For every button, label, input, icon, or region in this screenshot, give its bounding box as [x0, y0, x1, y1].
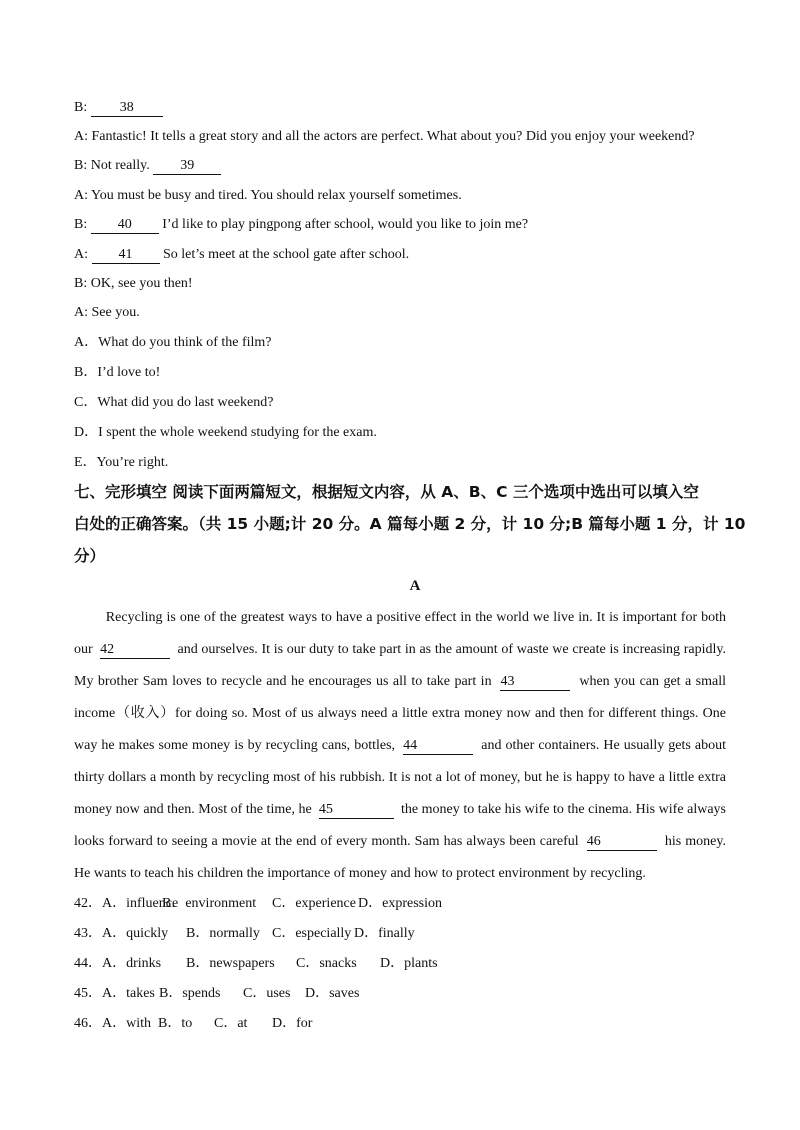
answer-blank: 38 [91, 100, 163, 117]
passage-line: thirty dollars a month by recycling most of his rubbish. It is not a lot of money, but he is happy to have a little extra [74, 770, 726, 785]
question-option: B．spends [159, 986, 221, 1001]
passage-line: looks forward to seeing a movie at the end of every month. Sam has always been careful 46 his money. [74, 834, 726, 849]
question-row [74, 895, 442, 913]
option-item: D．I spent the whole weekend studying for the exam. [74, 425, 377, 440]
answer-blank: 45 [319, 802, 394, 819]
passage-line: our 42 and ourselves. It is our duty to take part in as the amount of waste we create is increasing rapidly. [74, 642, 726, 657]
question-option: D．expression [358, 896, 442, 911]
answer-blank: 46 [587, 834, 657, 851]
dialogue-line: A: You must be busy and tired. You should relax yourself sometimes. [74, 188, 462, 203]
answer-blank: 41 [92, 247, 160, 264]
dialogue-line: A: 41 So let’s meet at the school gate after school. [74, 247, 410, 262]
dialogue-line: B: 38 [74, 99, 163, 117]
question-option: D．plants [380, 956, 438, 971]
option-item: A．What do you think of the film? [74, 335, 272, 350]
question-option: B．normally [186, 926, 260, 941]
question-option: A．takes [102, 986, 155, 1001]
question-option: C．experience [272, 896, 356, 911]
question-row [74, 925, 415, 943]
dialogue-line: A: See you. [74, 305, 140, 320]
question-option: D．saves [305, 986, 360, 1001]
option-item: E．You’re right. [74, 455, 169, 470]
question-option: C．snacks [296, 956, 357, 971]
question-option: A．quickly [102, 926, 169, 941]
question-number: 44． [74, 956, 102, 971]
passage-line: My brother Sam loves to recycle and he encourages us all to take part in 43 when you can get a small [74, 674, 726, 689]
question-option: C．at [214, 1016, 248, 1031]
dialogue-line: B: 40 I’d like to play pingpong after school, would you like to join me? [74, 217, 529, 232]
question-number: 42． [74, 896, 102, 911]
passage-line: Recycling is one of the greatest ways to have a positive effect in the world we live in. It is important for both [74, 610, 726, 625]
question-option: C．uses [243, 986, 291, 1001]
passage-line: way he makes some money is by recycling cans, bottles, 44 and other containers. He usually gets about [74, 738, 726, 753]
dialogue-line: B: OK, see you then! [74, 276, 193, 291]
answer-blank: 44 [403, 738, 473, 755]
answer-blank: 39 [153, 158, 221, 175]
question-option: D．for [272, 1016, 313, 1031]
question-number: 46． [74, 1016, 102, 1031]
section-heading: 七、完形填空 阅读下面两篇短文，根据短文内容，从 A、B、C 三个选项中选出可以填入空 [74, 483, 699, 501]
question-row [74, 955, 438, 973]
passage-title: A [409, 578, 421, 594]
question-option: B．newspapers [186, 956, 275, 971]
question-number: 43． [74, 926, 102, 941]
question-option: B．environment [162, 896, 257, 911]
question-option: B．to [158, 1016, 193, 1031]
passage-line: He wants to teach his children the importance of money and how to protect environment by recycling. [74, 866, 646, 881]
option-item: C．What did you do last weekend? [74, 395, 274, 410]
dialogue-line: A: Fantastic! It tells a great story and all the actors are perfect. What about you? Did you enjoy your weekend? [74, 129, 695, 144]
option-item: B．I’d love to! [74, 365, 161, 380]
answer-blank: 40 [91, 217, 159, 234]
answer-blank: 43 [500, 674, 570, 691]
question-row [74, 985, 359, 1003]
question-option: A．with [102, 1016, 151, 1031]
section-heading: 白处的正确答案。（共 15 小题;计 20 分。A 篇每小题 2 分，计 10 分;B 篇每小题 1 分，计 10 [74, 515, 746, 533]
passage-line: money now and then. Most of the time, he 45 the money to take his wife to the cinema. His wife always [74, 802, 726, 817]
question-option: C．especially [272, 926, 352, 941]
section-heading: 分） [74, 547, 106, 565]
answer-blank: 42 [100, 642, 170, 659]
passage-line: income（收入）for doing so. Most of us always need a little extra money now and then for different things. One [74, 706, 726, 721]
question-option: A．influence [102, 896, 179, 911]
question-option: D．finally [354, 926, 415, 941]
dialogue-line: B: Not really. 39 [74, 157, 221, 175]
question-row [74, 1015, 312, 1033]
question-option: A．drinks [102, 956, 162, 971]
question-number: 45． [74, 986, 102, 1001]
